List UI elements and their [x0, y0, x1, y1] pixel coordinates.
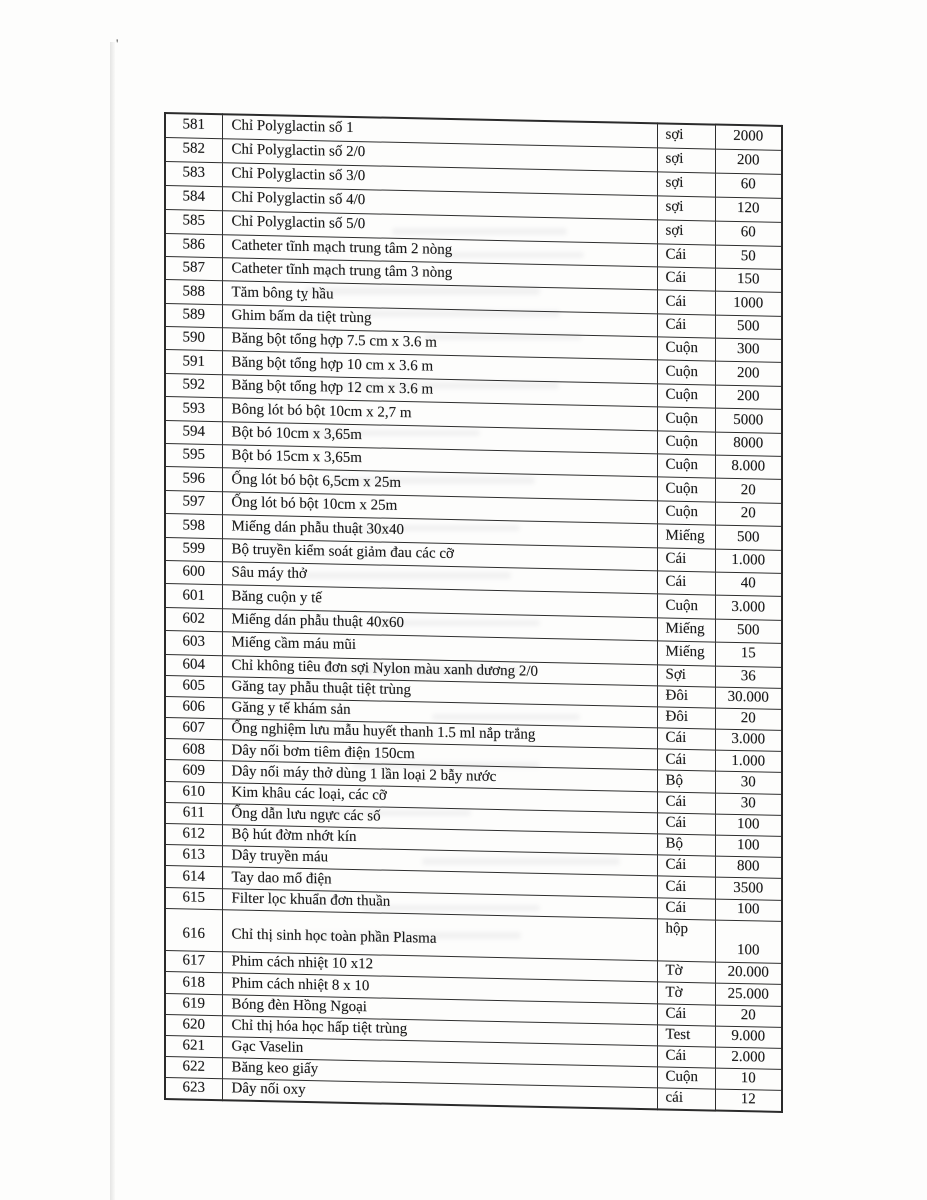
item-name-cell: Gạc Vaselin: [222, 1037, 657, 1067]
unit-cell: Tờ: [657, 982, 715, 1004]
quantity-cell: 25.000: [715, 983, 782, 1006]
quantity-cell: 100: [715, 814, 782, 837]
supply-table: [164, 112, 783, 1113]
row-number-cell: 600: [165, 560, 222, 585]
quantity-cell: 30: [715, 793, 782, 816]
row-number-cell: 583: [165, 161, 222, 186]
row-number-cell: 617: [165, 951, 222, 973]
row-number-cell: 604: [165, 654, 222, 676]
quantity-cell: 500: [715, 525, 782, 550]
row-number-cell: 606: [165, 696, 222, 718]
unit-cell: Cái: [657, 547, 715, 572]
quantity-cell: 300: [715, 338, 782, 363]
row-number-cell: 623: [165, 1078, 222, 1100]
page-edge-shadow: [110, 42, 115, 1200]
quantity-cell: 200: [715, 361, 782, 386]
item-name-cell: Ghim bấm da tiệt trùng: [222, 304, 657, 337]
unit-cell: cái: [657, 1088, 715, 1110]
item-name-cell: Ống dẫn lưu ngực các số: [222, 804, 657, 834]
unit-cell: hộp: [657, 919, 715, 963]
row-number-cell: 602: [165, 607, 222, 632]
item-name-cell: Sâu máy thở: [222, 562, 657, 595]
quantity-cell: 1.000: [715, 750, 782, 773]
unit-cell: Cái: [657, 728, 715, 750]
quantity-cell: 8000: [715, 432, 782, 457]
item-name-cell: Chỉ Polyglactin số 3/0: [222, 162, 657, 195]
quantity-cell: 5000: [715, 408, 782, 433]
quantity-cell: 150: [715, 268, 782, 293]
row-number-cell: 603: [165, 631, 222, 656]
item-name-cell: Băng bột tổng hợp 10 cm x 3.6 m: [222, 351, 657, 384]
item-name-cell: Dây truyền máu: [222, 846, 657, 876]
quantity-cell: 100: [715, 899, 782, 922]
row-number-cell: 588: [165, 280, 222, 305]
unit-cell: Cái: [657, 1046, 715, 1068]
row-number-cell: 608: [165, 739, 222, 761]
quantity-cell: 60: [715, 173, 782, 198]
quantity-cell: 40: [715, 572, 782, 597]
quantity-cell: 60: [715, 221, 782, 246]
item-name-cell: Băng bột tổng hợp 7.5 cm x 3.6 m: [222, 328, 657, 361]
quantity-cell: 800: [715, 856, 782, 879]
item-name-cell: Ống lót bó bột 6,5cm x 25m: [222, 468, 657, 501]
unit-cell: Đôi: [657, 686, 715, 708]
quantity-cell: 20: [715, 1005, 782, 1028]
item-name-cell: Kim khâu các loại, các cỡ: [222, 782, 657, 812]
row-number-cell: 582: [165, 137, 222, 162]
quantity-cell: 9.000: [715, 1026, 782, 1049]
unit-cell: Test: [657, 1025, 715, 1047]
row-number-cell: 591: [165, 350, 222, 375]
quantity-cell: 3500: [715, 877, 782, 900]
quantity-cell: 12: [715, 1089, 782, 1112]
item-name-cell: Ống lót bó bột 10cm x 25m: [222, 492, 657, 525]
item-name-cell: Miếng dán phẫu thuật 30x40: [222, 515, 657, 548]
unit-cell: Cái: [657, 290, 715, 315]
row-number-cell: 597: [165, 490, 222, 515]
unit-cell: Cuộn: [657, 501, 715, 526]
item-name-cell: Chỉ Polyglactin số 1: [222, 114, 657, 147]
item-name-cell: Chỉ Polyglactin số 5/0: [222, 210, 657, 243]
item-name-cell: Tăm bông tỵ hầu: [222, 281, 657, 314]
quantity-cell: 20.000: [715, 962, 782, 985]
row-number-cell: 621: [165, 1035, 222, 1057]
item-name-cell: Tay dao mổ điện: [222, 867, 657, 897]
row-number-cell: 615: [165, 887, 222, 909]
item-name-cell: Miếng cầm máu mũi: [222, 632, 657, 665]
row-number-cell: 590: [165, 327, 222, 352]
item-name-cell: Dây nối máy thở dùng 1 lần loại 2 bẫy nước: [222, 761, 657, 791]
quantity-cell: 3.000: [715, 595, 782, 620]
unit-cell: Sợi: [657, 664, 715, 686]
supply-table-grid: [164, 112, 783, 1113]
item-name-cell: Găng tay phẫu thuật tiệt trùng: [222, 676, 657, 706]
row-number-cell: 584: [165, 185, 222, 210]
row-number-cell: 609: [165, 760, 222, 782]
unit-cell: Cái: [657, 267, 715, 292]
item-name-cell: Ống nghiệm lưu mẫu huyết thanh 1.5 ml nắp trắng: [222, 719, 657, 749]
row-number-cell: 611: [165, 802, 222, 824]
quantity-cell: 20: [715, 502, 782, 527]
quantity-cell: 200: [715, 385, 782, 410]
quantity-cell: 30.000: [715, 687, 782, 710]
row-number-cell: 618: [165, 972, 222, 994]
item-name-cell: Băng bột tổng hợp 12 cm x 3.6 m: [222, 375, 657, 408]
item-name-cell: Phim cách nhiệt 8 x 10: [222, 973, 657, 1003]
unit-cell: Cuộn: [657, 1067, 715, 1089]
item-name-cell: Bộ truyền kiểm soát giảm đau các cỡ: [222, 538, 657, 571]
row-number-cell: 592: [165, 373, 222, 398]
row-number-cell: 585: [165, 209, 222, 234]
item-name-cell: Dây nối oxy: [222, 1079, 657, 1109]
item-name-cell: Chỉ không tiêu đơn sợi Nylon màu xanh dương 2/0: [222, 655, 657, 685]
quantity-cell: 120: [715, 197, 782, 222]
quantity-cell: 2.000: [715, 1047, 782, 1070]
unit-cell: sợi: [657, 195, 715, 220]
unit-cell: Miếng: [657, 641, 715, 666]
page-corner-mark: ': [116, 36, 119, 51]
unit-cell: Cuộn: [657, 337, 715, 362]
unit-cell: Cuộn: [657, 477, 715, 502]
quantity-cell: 20: [715, 478, 782, 503]
unit-cell: Cái: [657, 855, 715, 877]
unit-cell: Cái: [657, 897, 715, 919]
unit-cell: sợi: [657, 147, 715, 172]
quantity-cell: 8.000: [715, 455, 782, 480]
quantity-cell: 100: [715, 920, 782, 964]
quantity-cell: 1000: [715, 291, 782, 316]
row-number-cell: 596: [165, 467, 222, 492]
unit-cell: sợi: [657, 171, 715, 196]
item-name-cell: Bột bó 15cm x 3,65m: [222, 445, 657, 478]
unit-cell: Cái: [657, 791, 715, 813]
item-name-cell: Chỉ Polyglactin số 2/0: [222, 138, 657, 171]
unit-cell: Cuộn: [657, 430, 715, 455]
item-name-cell: Filter lọc khuẩn đơn thuần: [222, 888, 657, 918]
row-number-cell: 610: [165, 781, 222, 803]
item-name-cell: Găng y tế khám sản: [222, 698, 657, 728]
row-number-cell: 620: [165, 1014, 222, 1036]
item-name-cell: Băng keo giấy: [222, 1058, 657, 1088]
row-number-cell: 622: [165, 1057, 222, 1079]
row-number-cell: 581: [165, 113, 222, 138]
unit-cell: Miếng: [657, 618, 715, 643]
unit-cell: Miếng: [657, 524, 715, 549]
item-name-cell: Chỉ Polyglactin số 4/0: [222, 186, 657, 219]
quantity-cell: 20: [715, 708, 782, 731]
row-number-cell: 589: [165, 303, 222, 328]
item-name-cell: Bột bó 10cm x 3,65m: [222, 421, 657, 454]
quantity-cell: 2000: [715, 125, 782, 150]
unit-cell: sợi: [657, 123, 715, 148]
row-number-cell: 587: [165, 256, 222, 281]
row-number-cell: 594: [165, 420, 222, 445]
unit-cell: Cuộn: [657, 407, 715, 432]
unit-cell: sợi: [657, 219, 715, 244]
row-number-cell: 616: [165, 908, 222, 952]
unit-cell: Cái: [657, 1003, 715, 1025]
quantity-cell: 10: [715, 1068, 782, 1091]
row-number-cell: 593: [165, 397, 222, 422]
row-number-cell: 586: [165, 233, 222, 258]
unit-cell: Cái: [657, 313, 715, 338]
unit-cell: Cuộn: [657, 454, 715, 479]
quantity-cell: 3.000: [715, 729, 782, 752]
row-number-cell: 595: [165, 444, 222, 469]
item-name-cell: Bộ hút đờm nhớt kín: [222, 825, 657, 855]
quantity-cell: 200: [715, 149, 782, 174]
unit-cell: Cái: [657, 813, 715, 835]
unit-cell: Đôi: [657, 707, 715, 729]
item-name-cell: Bông lót bó bột 10cm x 2,7 m: [222, 398, 657, 431]
unit-cell: Cuộn: [657, 594, 715, 619]
quantity-cell: 500: [715, 315, 782, 340]
item-name-cell: Catheter tĩnh mạch trung tâm 3 nòng: [222, 258, 657, 291]
unit-cell: Cái: [657, 749, 715, 771]
item-name-cell: Chỉ thị sinh học toàn phần Plasma: [222, 909, 657, 961]
item-name-cell: Băng cuộn y tế: [222, 585, 657, 618]
row-number-cell: 612: [165, 824, 222, 846]
row-number-cell: 598: [165, 514, 222, 539]
item-name-cell: Miếng dán phẫu thuật 40x60: [222, 608, 657, 641]
quantity-cell: 500: [715, 619, 782, 644]
row-number-cell: 614: [165, 866, 222, 888]
quantity-cell: 36: [715, 666, 782, 689]
unit-cell: Cuộn: [657, 384, 715, 409]
row-number-cell: 613: [165, 845, 222, 867]
quantity-cell: 50: [715, 245, 782, 270]
row-number-cell: 601: [165, 584, 222, 609]
unit-cell: Cái: [657, 876, 715, 898]
unit-cell: Tờ: [657, 961, 715, 983]
row-number-cell: 599: [165, 537, 222, 562]
unit-cell: Cái: [657, 571, 715, 596]
item-name-cell: Phim cách nhiệt 10 x12: [222, 952, 657, 982]
item-name-cell: Catheter tĩnh mạch trung tâm 2 nòng: [222, 234, 657, 267]
unit-cell: Bộ: [657, 770, 715, 792]
quantity-cell: 30: [715, 772, 782, 795]
row-number-cell: 605: [165, 675, 222, 697]
quantity-cell: 100: [715, 835, 782, 858]
item-name-cell: Dây nối bơm tiêm điện 150cm: [222, 740, 657, 770]
row-number-cell: 619: [165, 993, 222, 1015]
unit-cell: Bộ: [657, 834, 715, 856]
unit-cell: Cái: [657, 243, 715, 268]
quantity-cell: 1.000: [715, 549, 782, 574]
item-name-cell: Bóng đèn Hồng Ngoại: [222, 994, 657, 1024]
item-name-cell: Chỉ thị hóa học hấp tiệt trùng: [222, 1015, 657, 1045]
row-number-cell: 607: [165, 718, 222, 740]
unit-cell: Cuộn: [657, 360, 715, 385]
quantity-cell: 15: [715, 642, 782, 667]
